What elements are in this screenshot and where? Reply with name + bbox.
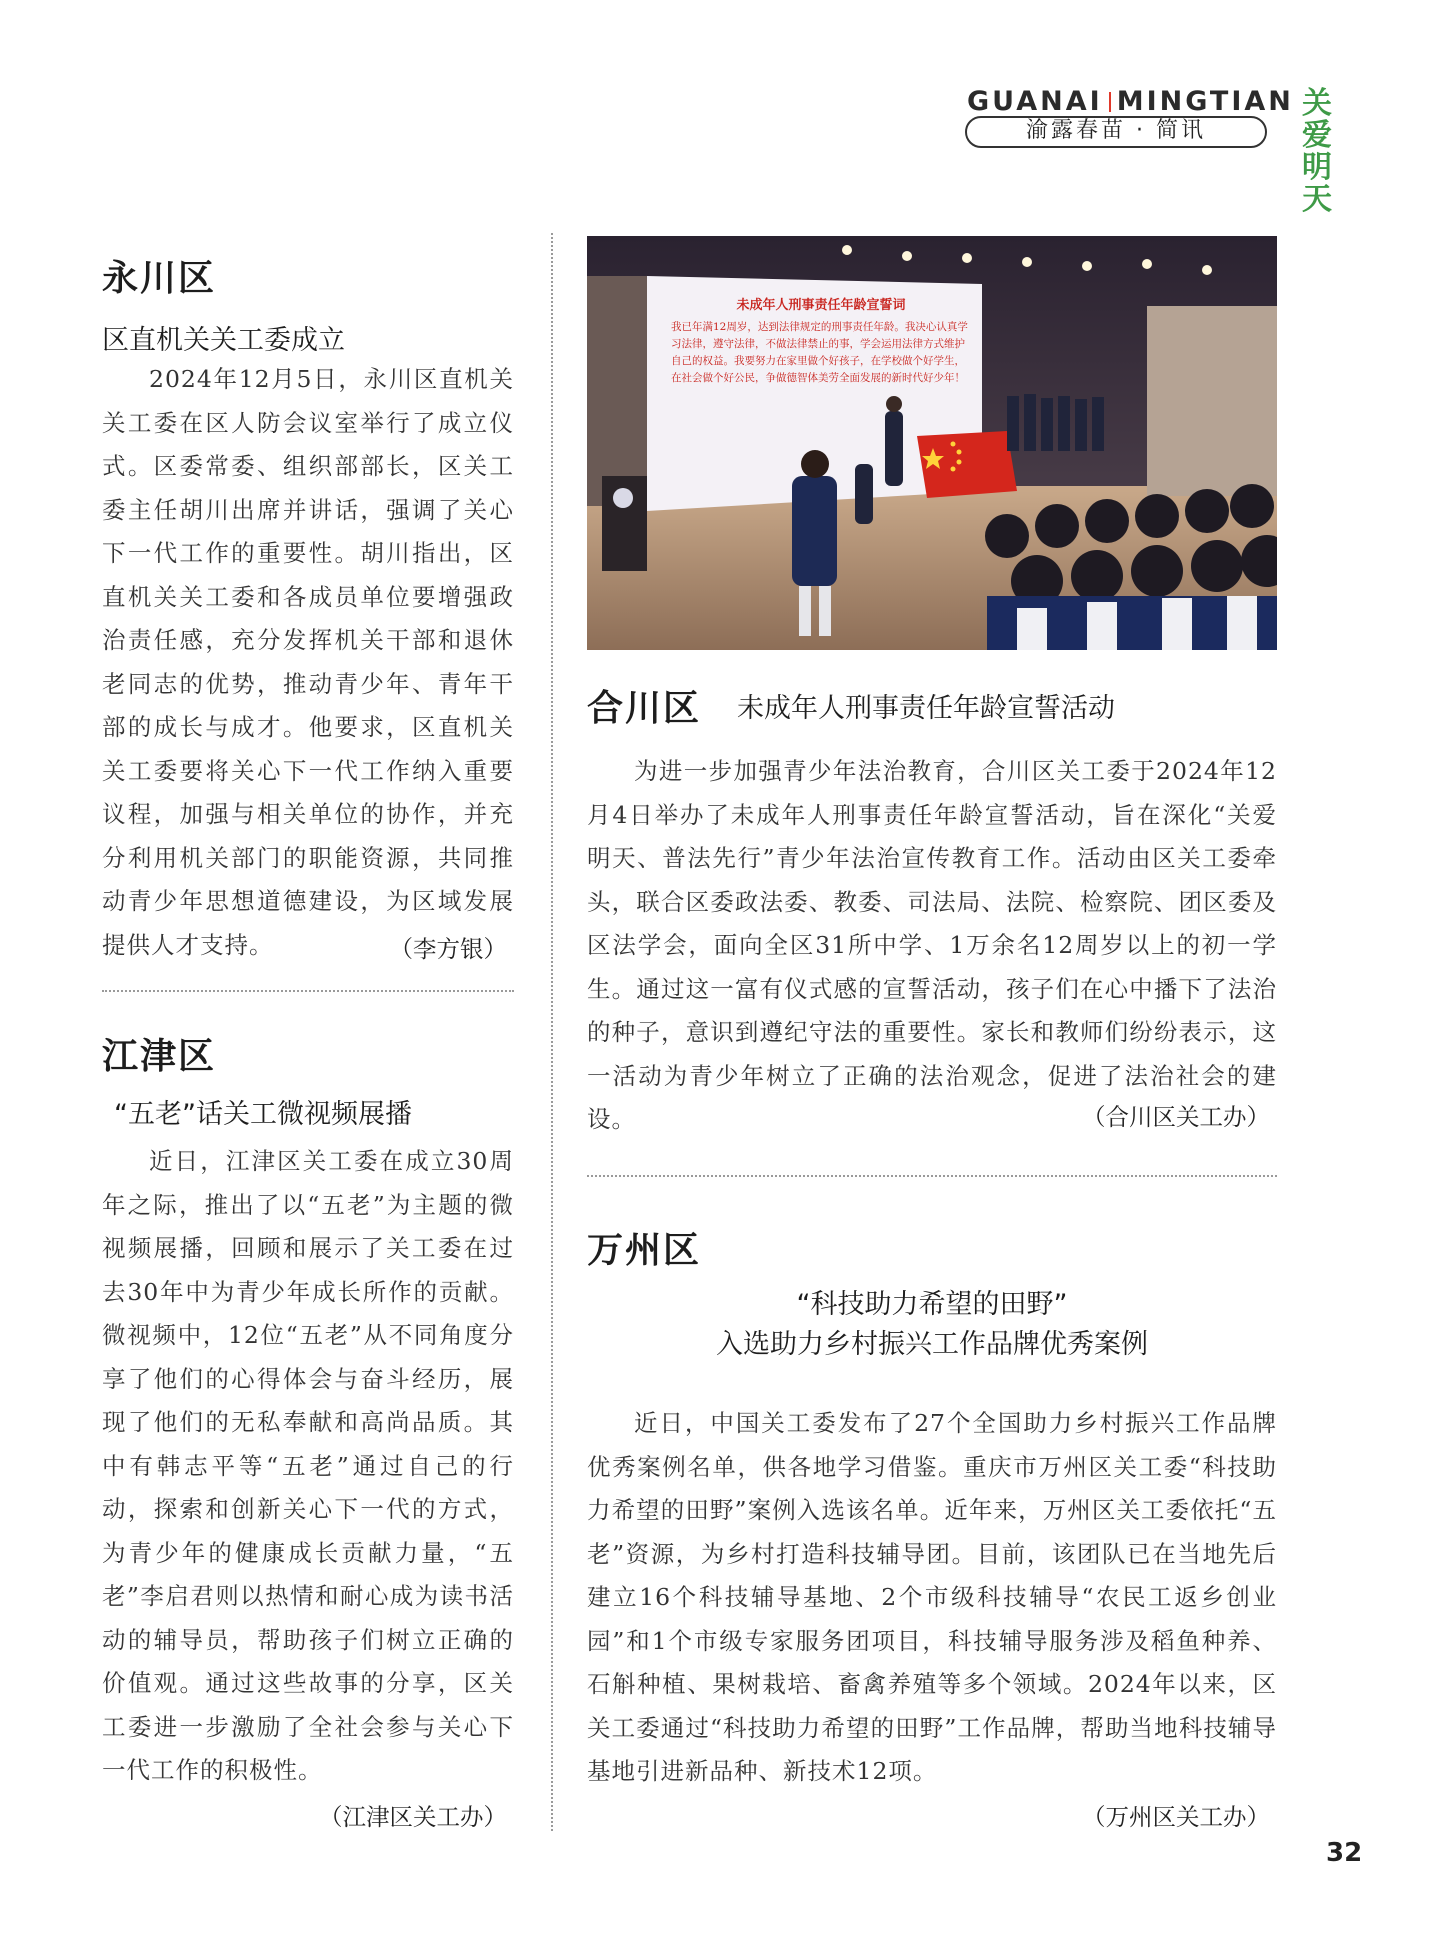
header-wordmark-right: MINGTIAN bbox=[1116, 86, 1294, 117]
oath-ceremony-photo bbox=[587, 236, 1277, 650]
hechuan-district-heading: 合川区 bbox=[587, 688, 702, 729]
yongchuan-article-title: 区直机关关工委成立 bbox=[102, 325, 345, 356]
wanzhou-article bbox=[587, 1402, 1277, 1794]
hechuan-article bbox=[587, 750, 1277, 1142]
jiangjin-article-title: “五老”话关工微视频展播 bbox=[114, 1099, 412, 1130]
page-number: 32 bbox=[1326, 1838, 1363, 1868]
oath-ceremony-illustration bbox=[587, 236, 1277, 650]
header-wordmark-separator bbox=[1109, 92, 1111, 112]
slide-title: 未成年人刑事责任年龄宣誓词 bbox=[736, 298, 906, 313]
header-subtitle: 渝露春苗 · 简讯 bbox=[1026, 118, 1206, 143]
column-divider bbox=[551, 233, 553, 1831]
magazine-logo bbox=[1289, 88, 1345, 216]
section-divider bbox=[102, 990, 514, 992]
header-wordmark-left: GUANAI bbox=[967, 86, 1103, 117]
wanzhou-article-title-line-2: 入选助力乡村振兴工作品牌优秀案例 bbox=[716, 1329, 1148, 1360]
yongchuan-author: （李方银） bbox=[389, 935, 507, 963]
hechuan-author: （合川区关工办） bbox=[1082, 1103, 1270, 1131]
wanzhou-author: （万州区关工办） bbox=[1082, 1803, 1270, 1831]
jiangjin-district-heading: 江津区 bbox=[102, 1036, 217, 1077]
yongchuan-article bbox=[102, 358, 514, 967]
logo-line-2: 明天 bbox=[1302, 150, 1332, 217]
wanzhou-article-title-line-1: “科技助力希望的田野” bbox=[796, 1289, 1068, 1320]
jiangjin-article bbox=[102, 1140, 514, 1793]
hechuan-article-body: 为进一步加强青少年法治教育，合川区关工委于2024年12月4日举办了未成年人刑事责任年龄宣誓活动，旨在深化“关爱明天、普法先行”青少年法治宣传教育工作。活动由区关工委牵头，联合区委政法委、教委、司法局、法院、检察院、团区委及区法学会，面向全区31所中学、1万余名12周岁以上的初一学生。通过这一富有仪式感的宣誓活动，孩子们在心中播下了法治的种子，意识到遵纪守法的重要性。家长和教师们纷纷表示，这一活动为青少年树立了正确的法治观念，促进了法治社会的建设。 bbox=[587, 757, 1277, 1133]
jiangjin-article-body: 近日，江津区关工委在成立30周年之际，推出了以“五老”为主题的微视频展播，回顾和展示了关工委在过去30年中为青少年成长所作的贡献。微视频中，12位“五老”从不同角度分享了他们的心得体会与奋斗经历，展现了他们的无私奉献和高尚品质。其中有韩志平等“五老”通过自己的行动，探索和创新关心下一代的方式，为青少年的健康成长贡献力量，“五老”李启君则以热情和耐心成为读书活动的辅导员，帮助孩子们树立正确的价值观。通过这些故事的分享，区关工委进一步激励了全社会参与关心下一代工作的积极性。 bbox=[102, 1147, 514, 1784]
yongchuan-article-body: 2024年12月5日，永川区直机关关工委在区人防会议室举行了成立仪式。区委常委、组织部部长，区关工委主任胡川出席并讲话，强调了关心下一代工作的重要性。胡川指出，区直机关关工委和各成员单位要增强政治责任感，充分发挥机关干部和退休老同志的优势，推动青少年、青年干部的成长与成才。他要求，区直机关关工委要将关心下一代工作纳入重要议程，加强与相关单位的协作，并充分利用机关部门的职能资源，共同推动青少年思想道德建设，为区域发展提供人才支持。 bbox=[102, 365, 514, 959]
wanzhou-article-body: 近日，中国关工委发布了27个全国助力乡村振兴工作品牌优秀案例名单，供各地学习借鉴。重庆市万州区关工委“科技助力希望的田野”案例入选该名单。近年来，万州区关工委依托“五老”资源，为乡村打造科技辅导团。目前，该团队已在当地先后建立16个科技辅导基地、2个市级科技辅导“农民工返乡创业园”和1个市级专家服务团项目，科技辅导服务涉及稻鱼种养、石斛种植、果树栽培、畜禽养殖等多个领域。2024年以来，区关工委通过“科技助力希望的田野”工作品牌，帮助当地科技辅导基地引进新品种、新技术12项。 bbox=[587, 1409, 1277, 1785]
slide-text: 我已年满12周岁，达到法律规定的刑事责任年龄。我决心认真学习法律，遵守法律，不做法律禁止的事，学会运用法律方式维护自己的权益。我要努力在家里做个好孩子，在学校做个好学生，在社会做个好公民，争做德智体美劳全面发展的新时代好少年！ bbox=[671, 321, 968, 384]
hechuan-article-title: 未成年人刑事责任年龄宣誓活动 bbox=[737, 693, 1115, 724]
logo-line-1: 关爱 bbox=[1302, 86, 1332, 153]
wanzhou-district-heading: 万州区 bbox=[587, 1230, 702, 1271]
jiangjin-author: （江津区关工办） bbox=[319, 1803, 507, 1831]
section-divider bbox=[587, 1175, 1277, 1177]
yongchuan-district-heading: 永川区 bbox=[102, 258, 217, 299]
header-wordmark bbox=[967, 86, 1294, 117]
